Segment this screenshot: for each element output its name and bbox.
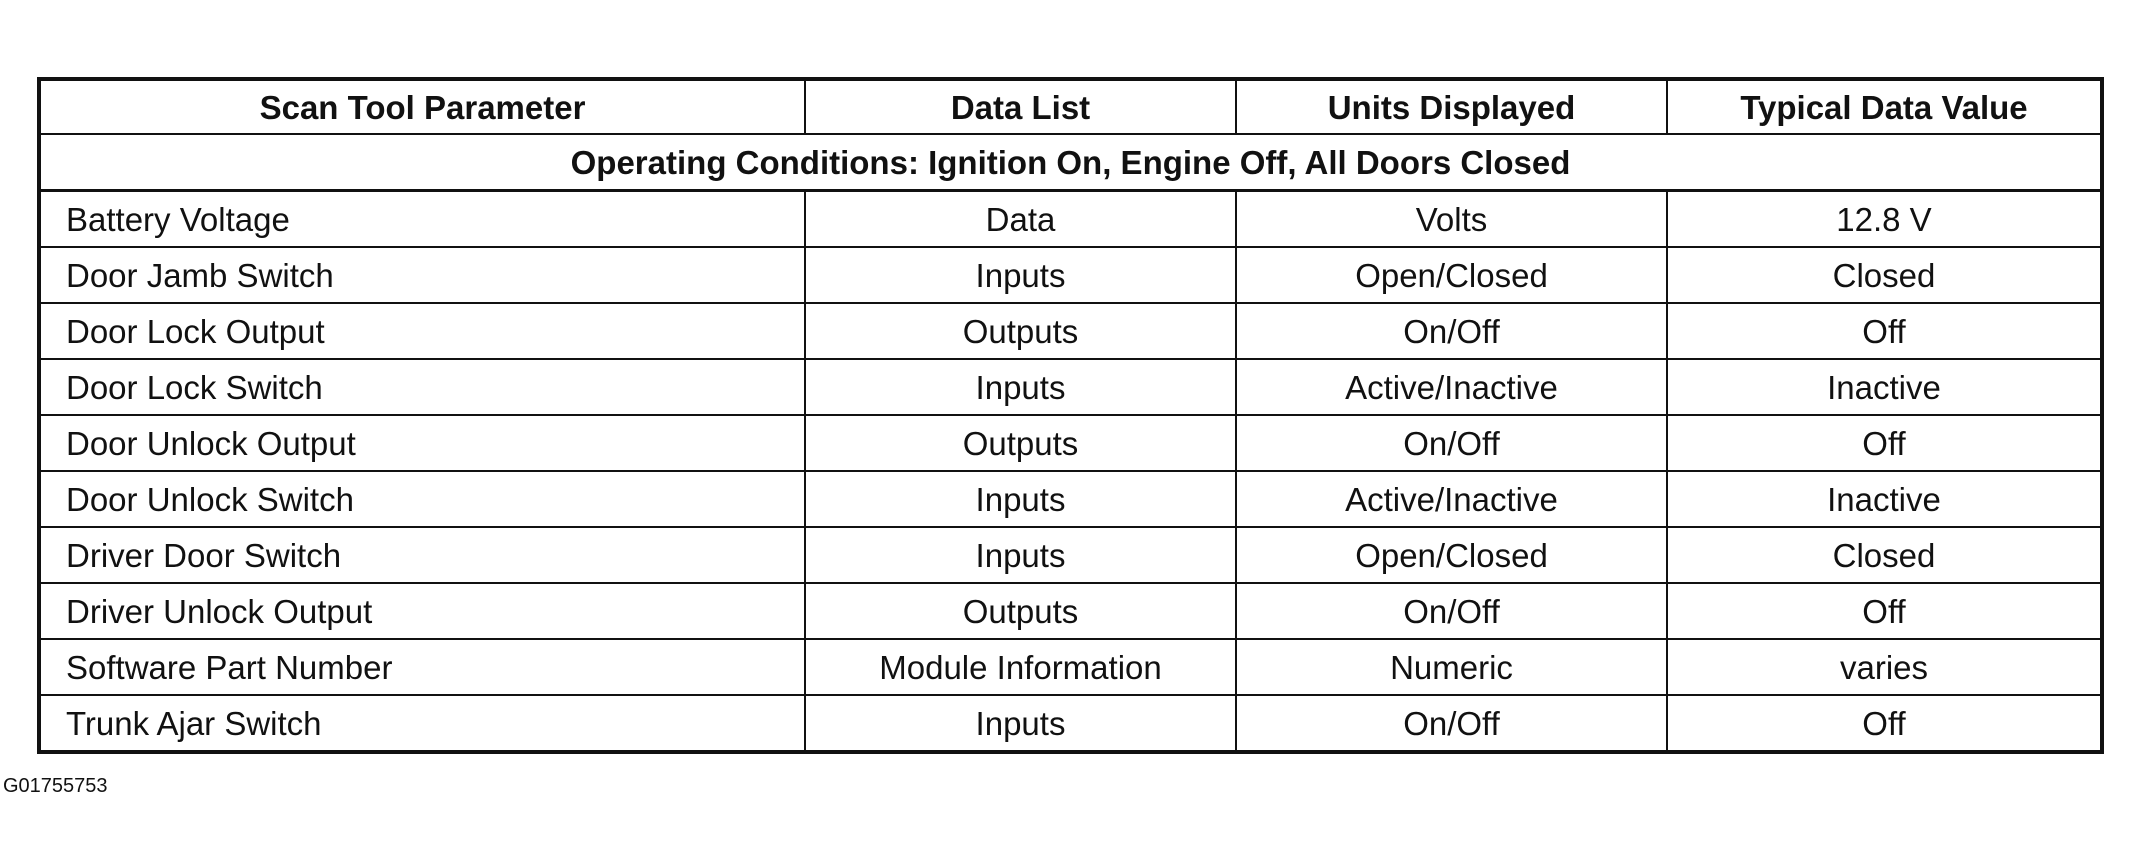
scan-tool-data-table	[37, 77, 2104, 754]
cell-scan-tool-parameter: Trunk Ajar Switch	[39, 695, 805, 752]
table-row	[39, 415, 2102, 471]
cell-data-list: Inputs	[805, 695, 1236, 752]
cell-typical-data-value: Off	[1667, 303, 2102, 359]
cell-scan-tool-parameter: Software Part Number	[39, 639, 805, 695]
cell-typical-data-value: Off	[1667, 415, 2102, 471]
cell-units-displayed: Open/Closed	[1236, 527, 1667, 583]
table-row	[39, 247, 2102, 303]
cell-units-displayed: Volts	[1236, 191, 1667, 248]
cell-scan-tool-parameter: Driver Door Switch	[39, 527, 805, 583]
cell-scan-tool-parameter: Door Lock Switch	[39, 359, 805, 415]
cell-data-list: Inputs	[805, 471, 1236, 527]
cell-data-list: Outputs	[805, 415, 1236, 471]
cell-scan-tool-parameter: Door Jamb Switch	[39, 247, 805, 303]
table-header-row	[39, 79, 2102, 134]
table-row	[39, 527, 2102, 583]
cell-typical-data-value: Closed	[1667, 527, 2102, 583]
cell-typical-data-value: Off	[1667, 695, 2102, 752]
header-units-displayed: Units Displayed	[1236, 79, 1667, 134]
table-row	[39, 303, 2102, 359]
cell-scan-tool-parameter: Door Unlock Output	[39, 415, 805, 471]
header-data-list: Data List	[805, 79, 1236, 134]
cell-typical-data-value: Inactive	[1667, 471, 2102, 527]
header-typical-data-value: Typical Data Value	[1667, 79, 2102, 134]
cell-units-displayed: On/Off	[1236, 415, 1667, 471]
cell-typical-data-value: 12.8 V	[1667, 191, 2102, 248]
operating-conditions-row	[39, 134, 2102, 191]
cell-units-displayed: On/Off	[1236, 695, 1667, 752]
cell-data-list: Module Information	[805, 639, 1236, 695]
cell-data-list: Inputs	[805, 527, 1236, 583]
cell-scan-tool-parameter: Battery Voltage	[39, 191, 805, 248]
cell-scan-tool-parameter: Door Unlock Switch	[39, 471, 805, 527]
cell-scan-tool-parameter: Door Lock Output	[39, 303, 805, 359]
cell-units-displayed: Active/Inactive	[1236, 471, 1667, 527]
cell-data-list: Inputs	[805, 359, 1236, 415]
cell-typical-data-value: Inactive	[1667, 359, 2102, 415]
cell-scan-tool-parameter: Driver Unlock Output	[39, 583, 805, 639]
cell-typical-data-value: Closed	[1667, 247, 2102, 303]
cell-data-list: Inputs	[805, 247, 1236, 303]
table-row	[39, 359, 2102, 415]
cell-typical-data-value: varies	[1667, 639, 2102, 695]
figure-id: G01755753	[3, 775, 108, 797]
cell-units-displayed: On/Off	[1236, 303, 1667, 359]
cell-data-list: Outputs	[805, 583, 1236, 639]
cell-units-displayed: Active/Inactive	[1236, 359, 1667, 415]
header-scan-tool-parameter: Scan Tool Parameter	[39, 79, 805, 134]
operating-conditions: Operating Conditions: Ignition On, Engine Off, All Doors Closed	[39, 134, 2102, 191]
table-row	[39, 583, 2102, 639]
table-row	[39, 639, 2102, 695]
cell-data-list: Data	[805, 191, 1236, 248]
cell-units-displayed: Numeric	[1236, 639, 1667, 695]
scan-tool-data-table-container	[37, 77, 2100, 754]
table-row	[39, 191, 2102, 248]
cell-data-list: Outputs	[805, 303, 1236, 359]
cell-typical-data-value: Off	[1667, 583, 2102, 639]
table-row	[39, 695, 2102, 752]
table-row	[39, 471, 2102, 527]
cell-units-displayed: Open/Closed	[1236, 247, 1667, 303]
cell-units-displayed: On/Off	[1236, 583, 1667, 639]
